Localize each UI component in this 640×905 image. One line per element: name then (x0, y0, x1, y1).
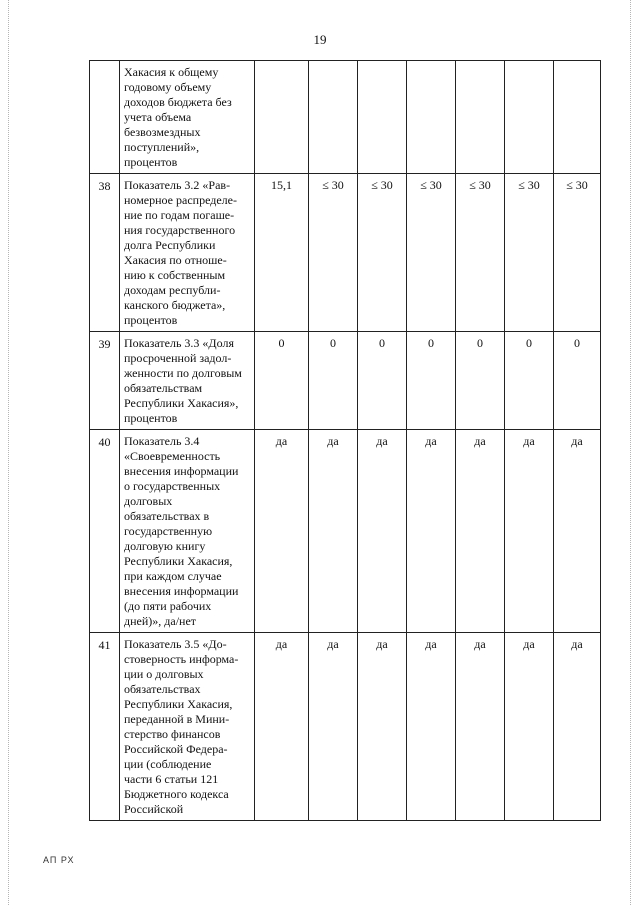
description-line: годовому объему (124, 80, 212, 94)
description-line: Республики Хакасия, (124, 554, 233, 568)
page-number: 19 (313, 32, 327, 47)
description-line: канского бюджета», (124, 298, 226, 312)
description-line: долговую книгу (124, 539, 206, 553)
description-line: Республики Хакасия, (124, 697, 233, 711)
indicator-description (120, 174, 255, 332)
table-row (90, 633, 601, 821)
description-line: Показатель 3.4 (124, 434, 200, 448)
table-body (90, 61, 601, 821)
description-line: (до пяти рабочих (124, 599, 212, 613)
indicator-value-year-4: да (407, 430, 456, 633)
indicator-description (120, 430, 255, 633)
indicator-value-year-1 (255, 61, 309, 174)
indicator-value-year-6: 0 (505, 332, 554, 430)
description-line: Бюджетного кодекса (124, 787, 229, 801)
indicator-value-year-4: 0 (407, 332, 456, 430)
description-line: долга Республики (124, 238, 216, 252)
description-line: дней)», да/нет (124, 614, 197, 628)
row-number: 38 (90, 174, 120, 332)
indicator-value-year-3 (358, 61, 407, 174)
indicator-value-year-1: да (255, 430, 309, 633)
table-row (90, 174, 601, 332)
description-line: обязательствах в (124, 509, 210, 523)
description-line: при каждом случае (124, 569, 222, 583)
description-line: номерное распределе- (124, 193, 237, 207)
description-line: обязательствах (124, 682, 201, 696)
indicator-value-year-3: 0 (358, 332, 407, 430)
indicator-value-year-1: 15,1 (255, 174, 309, 332)
indicator-value-year-7: 0 (554, 332, 601, 430)
description-line: Хакасия к общему (124, 65, 219, 79)
description-line: просроченной задол- (124, 351, 232, 365)
indicator-value-year-6: ≤ 30 (505, 174, 554, 332)
description-line: доходам республи- (124, 283, 221, 297)
indicator-value-year-3: да (358, 430, 407, 633)
indicator-value-year-3: ≤ 30 (358, 174, 407, 332)
indicator-value-year-2: 0 (309, 332, 358, 430)
description-line: «Своевременность (124, 449, 221, 463)
indicator-value-year-6: да (505, 633, 554, 821)
table-row (90, 61, 601, 174)
scan-edge-right (630, 0, 631, 905)
description-line: ние по годам погаше- (124, 208, 235, 222)
description-line: доходов бюджета без (124, 95, 232, 109)
indicator-value-year-5: да (456, 430, 505, 633)
table-row (90, 430, 601, 633)
description-line: внесения информации (124, 584, 239, 598)
description-line: внесения информации (124, 464, 239, 478)
indicator-value-year-2: да (309, 430, 358, 633)
description-line: учета объема (124, 110, 192, 124)
description-line: стерство финансов (124, 727, 221, 741)
indicator-value-year-7: да (554, 633, 601, 821)
description-line: Показатель 3.5 «До- (124, 637, 227, 651)
description-line: о государственных (124, 479, 221, 493)
indicator-value-year-6 (505, 61, 554, 174)
description-line: Хакасия по отноше- (124, 253, 227, 267)
description-line: стоверность информа- (124, 652, 239, 666)
row-number: 40 (90, 430, 120, 633)
indicator-value-year-3: да (358, 633, 407, 821)
description-line: ции о долговых (124, 667, 204, 681)
indicator-value-year-5 (456, 61, 505, 174)
description-line: части 6 статьи 121 (124, 772, 219, 786)
archive-stamp: АП РХ (43, 855, 75, 865)
description-line: Республики Хакасия», (124, 396, 239, 410)
row-number: 41 (90, 633, 120, 821)
indicator-value-year-5: ≤ 30 (456, 174, 505, 332)
indicator-value-year-1: да (255, 633, 309, 821)
description-line: долговых (124, 494, 173, 508)
description-line: безвозмездных (124, 125, 201, 139)
description-line: процентов (124, 155, 178, 169)
description-line: Российской Федера- (124, 742, 228, 756)
indicators-table (89, 60, 601, 821)
indicator-value-year-2 (309, 61, 358, 174)
description-line: Российской (124, 802, 184, 816)
description-line: женности по долговым (124, 366, 242, 380)
indicator-value-year-5: да (456, 633, 505, 821)
description-line: процентов (124, 411, 178, 425)
indicator-value-year-4: ≤ 30 (407, 174, 456, 332)
indicator-value-year-1: 0 (255, 332, 309, 430)
indicator-value-year-7 (554, 61, 601, 174)
indicator-value-year-2: да (309, 633, 358, 821)
description-line: процентов (124, 313, 178, 327)
description-line: ния государственного (124, 223, 236, 237)
table-row (90, 332, 601, 430)
scan-edge-left (8, 0, 9, 905)
description-line: обязательствам (124, 381, 203, 395)
row-number (90, 61, 120, 174)
indicator-value-year-4 (407, 61, 456, 174)
indicator-description (120, 332, 255, 430)
indicator-description (120, 61, 255, 174)
indicator-value-year-6: да (505, 430, 554, 633)
description-line: государственную (124, 524, 213, 538)
indicator-value-year-5: 0 (456, 332, 505, 430)
indicator-value-year-2: ≤ 30 (309, 174, 358, 332)
indicator-value-year-7: да (554, 430, 601, 633)
description-line: нию к собственным (124, 268, 226, 282)
description-line: ции (соблюдение (124, 757, 212, 771)
description-line: Показатель 3.2 «Рав- (124, 178, 231, 192)
indicator-value-year-4: да (407, 633, 456, 821)
description-line: переданной в Мини- (124, 712, 230, 726)
indicator-description (120, 633, 255, 821)
description-line: поступлений», (124, 140, 200, 154)
description-line: Показатель 3.3 «Доля (124, 336, 234, 350)
indicator-value-year-7: ≤ 30 (554, 174, 601, 332)
row-number: 39 (90, 332, 120, 430)
